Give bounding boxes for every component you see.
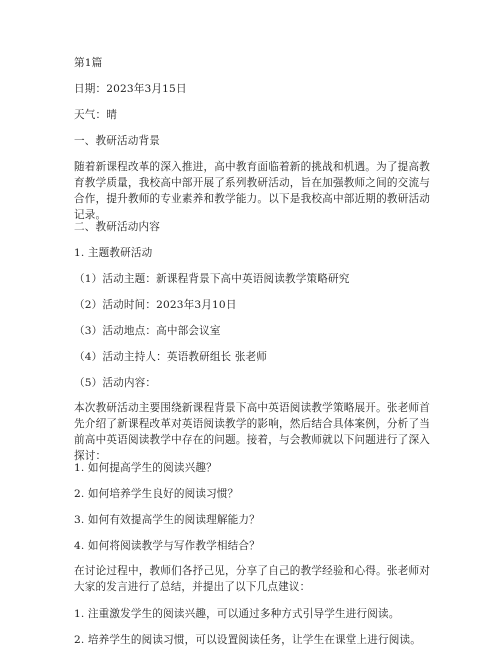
activity-item: （1）活动主题：新课程背景下高中英语阅读教学策略研究 xyxy=(74,273,350,285)
activity-item: （3）活动地点：高中部会议室 xyxy=(74,325,221,337)
date-line: 日期：2023年3月15日 xyxy=(74,83,187,95)
discussion-paragraph: 在讨论过程中，教师们各抒己见，分享了自己的教学经验和心得。张老师对大家的发言进行了总结，并提出了以下几点建议： xyxy=(74,565,430,593)
activity-item: （4）活动主持人：英语教研组长 张老师 xyxy=(74,351,268,363)
background-paragraph: 随着新课程改革的深入推进，高中教育面临着新的挑战和机遇。为了提高教育教学质量，我校高中部开展了系列教研活动，旨在加强教师之间的交流与合作，提升教师的专业素养和教学能力。以下是我校高中部近期的教研活动记录。 xyxy=(74,161,430,221)
heading-background: 一、教研活动背景 xyxy=(74,135,160,147)
question-item: 1. 如何提高学生的阅读兴趣？ xyxy=(74,462,217,474)
section-label: 第1篇 xyxy=(74,57,103,69)
activity-item: （2）活动时间：2023年3月10日 xyxy=(74,299,237,311)
question-item: 2. 如何培养学生良好的阅读习惯？ xyxy=(74,488,239,500)
suggestion-item: 1. 注重激发学生的阅读兴趣，可以通过多种方式引导学生进行阅读。 xyxy=(74,608,400,620)
weather-line: 天气：晴 xyxy=(74,109,117,121)
content-paragraph: 本次教研活动主要围绕新课程背景下高中英语阅读教学策略展开。张老师首先介绍了新课程改革对英语阅读教学的影响，然后结合具体案例，分析了当前高中英语阅读教学中存在的问题。接着，与会教师就以下问题进行了深入探讨： xyxy=(74,402,430,462)
heading-content: 二、教研活动内容 xyxy=(74,221,160,233)
subheading-theme-activity: 1. 主题教研活动 xyxy=(74,247,153,259)
activity-item: （5）活动内容： xyxy=(74,377,157,389)
question-item: 4. 如何将阅读教学与写作教学相结合？ xyxy=(74,540,260,552)
question-item: 3. 如何有效提高学生的阅读理解能力？ xyxy=(74,514,260,526)
suggestion-item: 2. 培养学生的阅读习惯，可以设置阅读任务，让学生在课堂上进行阅读。 xyxy=(74,634,421,646)
